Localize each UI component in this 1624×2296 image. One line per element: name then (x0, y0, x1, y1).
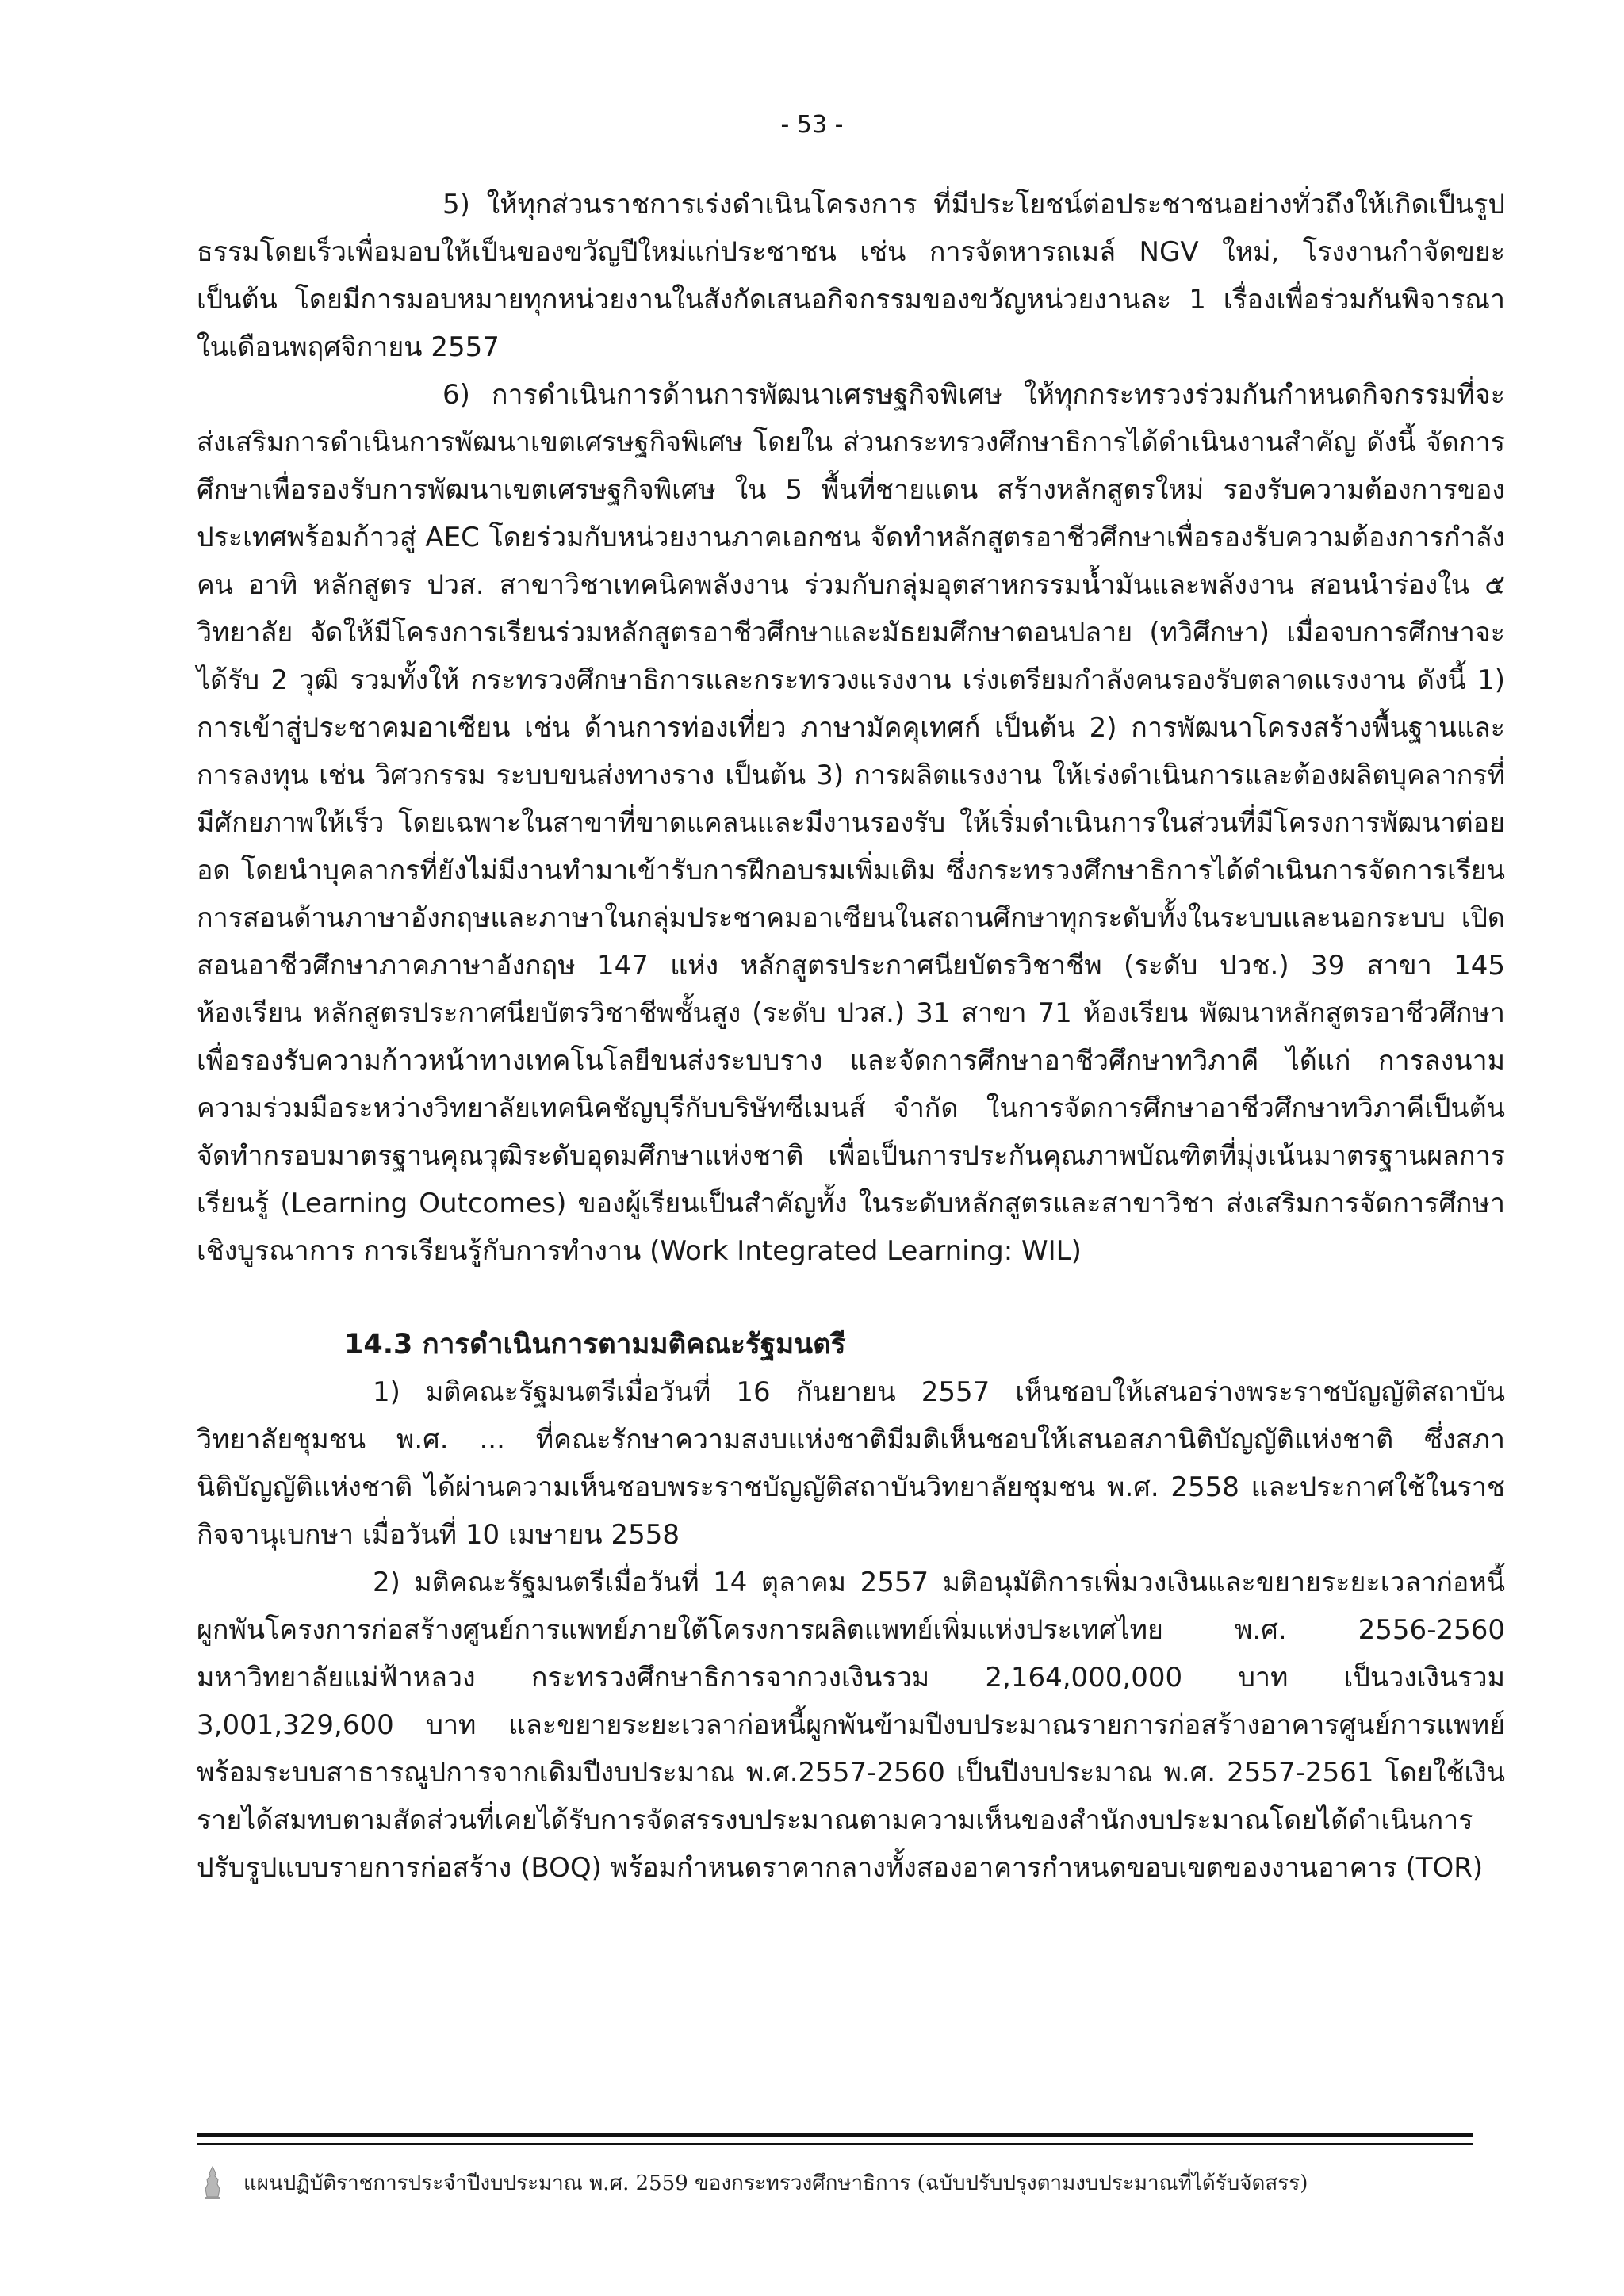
page-footer (202, 2163, 1487, 2202)
paragraph-item-5: 5) ให้ทุกส่วนราชการเร่งดำเนินโครงการ ที่มีประโยชน์ต่อประชาชนอย่างทั่วถึงให้เกิดเป็นรูปธรรมโดยเร็วเพื่อมอบให้เป็นของขวัญปีใหม่แก่ประชาชน เช่น การจัดหารถเมล์ NGV ใหม่, โรงงานกำจัดขยะ เป็นต้น โดยมีการมอบหมายทุกหน่วยงานในสังกัดเสนอกิจกรรมของขวัญหน่วยงานละ 1 เรื่องเพื่อร่วมกันพิจารณาในเดือนพฤศจิกายน 2557 (197, 189, 1505, 363)
section-heading: 14.3 การดำเนินการตามมติคณะรัฐมนตรี (344, 1329, 846, 1360)
ministry-emblem-icon (202, 2165, 223, 2200)
paragraph-resolution-2: 2) มติคณะรัฐมนตรีเมื่อวันที่ 14 ตุลาคม 2557 มติอนุมัติการเพิ่มวงเงินและขยายระยะเวลาก่อหนี้ผูกพันโครงการก่อสร้างศูนย์การแพทย์ภายใต้โครงการผลิตแพทย์เพิ่มแห่งประเทศไทย พ.ศ. 2556-2560 มหาวิทยาลัยแม่ฟ้าหลวง กระทรวงศึกษาธิการจากวงเงินรวม 2,164,000,000 บาท เป็นวงเงินรวม 3,001,329,600 บาท และขยายระยะเวลาก่อหนี้ผูกพันข้ามปีงบประมาณรายการก่อสร้างอาคารศูนย์การแพทย์พร้อมระบบสาธารณูปการจากเดิมปีงบประมาณ พ.ศ.2557-2560 เป็นปีงบประมาณ พ.ศ. 2557-2561 โดยใช้เงินรายได้สมทบตามสัดส่วนที่เคยได้รับการจัดสรรงบประมาณตามความเห็นของสำนักงบประมาณโดยได้ดำเนินการปรับรูปแบบรายการก่อสร้าง (BOQ) พร้อมกำหนดราคากลางทั้งสองอาคารกำหนดขอบเขตของงานอาคาร (TOR) (197, 1567, 1505, 1884)
paragraph-item-6: 6) การดำเนินการด้านการพัฒนาเศรษฐกิจพิเศษ ให้ทุกกระทรวงร่วมกันกำหนดกิจกรรมที่จะส่งเสริมการดำเนินการพัฒนาเขตเศรษฐกิจพิเศษ โดยใน ส่วนกระทรวงศึกษาธิการได้ดำเนินงานสำคัญ ดังนี้ จัดการศึกษาเพื่อรองรับการพัฒนาเขตเศรษฐกิจพิเศษ ใน 5 พื้นที่ชายแดน สร้างหลักสูตรใหม่ รองรับความต้องการของประเทศพร้อมก้าวสู่ AEC โดยร่วมกับหน่วยงานภาคเอกชน จัดทำหลักสูตรอาชีวศึกษาเพื่อรองรับความต้องการกำลังคน อาทิ หลักสูตร ปวส. สาขาวิชาเทคนิคพลังงาน ร่วมกับกลุ่มอุตสาหกรรมน้ำมันและพลังงาน สอนนำร่องใน ๕ วิทยาลัย จัดให้มีโครงการเรียนร่วมหลักสูตรอาชีวศึกษาและมัธยมศึกษาตอนปลาย (ทวิศึกษา) เมื่อจบการศึกษาจะได้รับ 2 วุฒิ รวมทั้งให้ กระทรวงศึกษาธิการและกระทรวงแรงงาน เร่งเตรียมกำลังคนรองรับตลาดแรงงาน ดังนี้ 1) การเข้าสู่ประชาคมอาเซียน เช่น ด้านการท่องเที่ยว ภาษามัคคุเทศก์ เป็นต้น 2) การพัฒนาโครงสร้างพื้นฐานและการลงทุน เช่น วิศวกรรม ระบบขนส่งทางราง เป็นต้น 3) การผลิตแรงงาน ให้เร่งดำเนินการและต้องผลิตบุคลากรที่มีศักยภาพให้เร็ว โดยเฉพาะในสาขาที่ขาดแคลนและมีงานรองรับ ให้เริ่มดำเนินการในส่วนที่มีโครงการพัฒนาต่อยอด โดยนำบุคลากรที่ยังไม่มีงานทำมาเข้ารับการฝึกอบรมเพิ่มเติม ซึ่งกระทรวงศึกษาธิการได้ดำเนินการจัดการเรียนการสอนด้านภาษาอังกฤษและภาษาในกลุ่มประชาคมอาเซียนในสถานศึกษาทุกระดับทั้งในระบบและนอกระบบ เปิดสอนอาชีวศึกษาภาคภาษาอังกฤษ 147 แห่ง หลักสูตรประกาศนียบัตรวิชาชีพ (ระดับ ปวช.) 39 สาขา 145 ห้องเรียน หลักสูตรประกาศนียบัตรวิชาชีพชั้นสูง (ระดับ ปวส.) 31 สาขา 71 ห้องเรียน พัฒนาหลักสูตรอาชีวศึกษาเพื่อรองรับความก้าวหน้าทางเทคโนโลยีขนส่งระบบราง และจัดการศึกษาอาชีวศึกษาทวิภาคี ได้แก่ การลงนามความร่วมมือระหว่างวิทยาลัยเทคนิคชัญบุรีกับบริษัทซีเมนส์ จำกัด ในการจัดการศึกษาอาชีวศึกษาทวิภาคีเป็นต้น จัดทำกรอบมาตรฐานคุณวุฒิระดับอุดมศึกษาแห่งชาติ เพื่อเป็นการประกันคุณภาพบัณฑิตที่มุ่งเน้นมาตรฐานผลการเรียนรู้ (Learning Outcomes) ของผู้เรียนเป็นสำคัญทั้ง ในระดับหลักสูตรและสาขาวิชา ส่งเสริมการจัดการศึกษาเชิงบูรณาการ การเรียนรู้กับการทำงาน (Work Integrated Learning: WIL) (197, 379, 1505, 1267)
body-content (197, 181, 1505, 1892)
paragraph-resolution-1: 1) มติคณะรัฐมนตรีเมื่อวันที่ 16 กันยายน 2557 เห็นชอบให้เสนอร่างพระราชบัญญัติสถาบันวิทยาลัยชุมชน พ.ศ. ... ที่คณะรักษาความสงบแห่งชาติมีมติเห็นชอบให้เสนอสภานิติบัญญัติแห่งชาติ ซึ่งสภานิติบัญญัติแห่งชาติ ได้ผ่านความเห็นชอบพระราชบัญญัติสถาบันวิทยาลัยชุมชน พ.ศ. 2558 และประกาศใช้ในราชกิจจานุเบกษา เมื่อวันที่ 10 เมษายน 2558 (197, 1376, 1505, 1551)
page-number: - 53 - (780, 111, 844, 139)
footer-text: แผนปฏิบัติราชการประจำปีงบประมาณ พ.ศ. 2559 ของกระทรวงศึกษาธิการ (ฉบับปรับปรุงตามงบประมาณที่ได้รับจัดสรร) (243, 2171, 1308, 2195)
footer-rule-thin (197, 2143, 1473, 2145)
footer-rule-thick (197, 2133, 1473, 2137)
